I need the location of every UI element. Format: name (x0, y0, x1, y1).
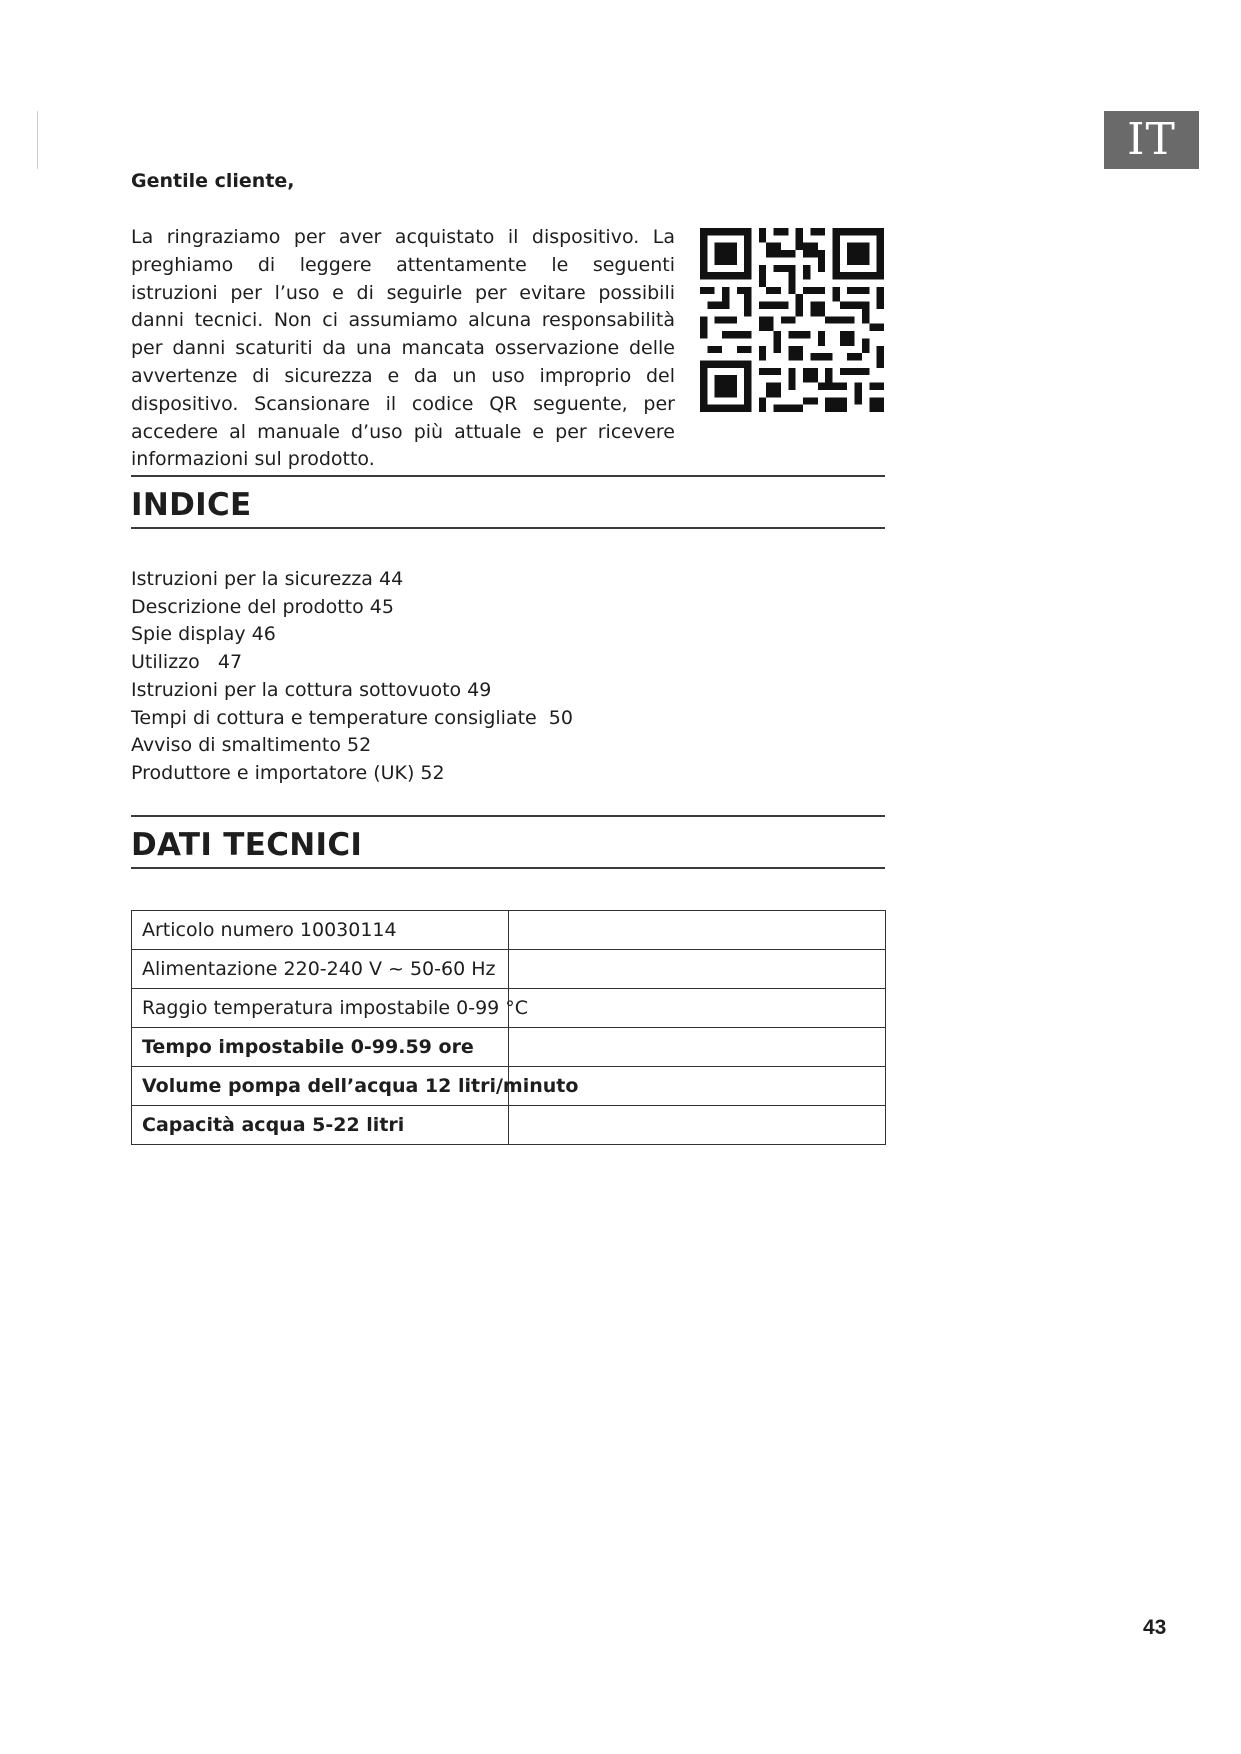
spec-label: Raggio temperatura impostabile 0-99 °C (132, 989, 509, 1028)
spec-label: Capacità acqua 5-22 litri (132, 1106, 509, 1145)
spec-value (509, 950, 886, 989)
toc-item[interactable]: Utilizzo 47 (131, 651, 243, 674)
spec-value (509, 989, 886, 1028)
greeting: Gentile cliente, (131, 170, 295, 192)
spec-label: Articolo numero 10030114 (132, 911, 509, 950)
toc-item[interactable]: Istruzioni per la cottura sottovuoto 49 (131, 678, 492, 701)
divider-top-index (131, 475, 885, 477)
specs-table (131, 910, 886, 1145)
spec-label: Alimentazione 220-240 V ~ 50-60 Hz (132, 950, 509, 989)
toc-item[interactable]: Descrizione del prodotto 45 (131, 595, 394, 618)
language-tab: IT (1104, 111, 1199, 169)
qr-code-icon[interactable] (700, 228, 884, 412)
spec-label: Tempo impostabile 0-99.59 ore (132, 1028, 509, 1067)
toc-item[interactable]: Avviso di smaltimento 52 (131, 734, 372, 757)
table-of-contents (131, 566, 573, 788)
divider-bottom-index (131, 527, 885, 529)
table-row (132, 1067, 886, 1106)
table-row (132, 950, 886, 989)
spec-value (509, 1028, 886, 1067)
toc-item[interactable]: Istruzioni per la sicurezza 44 (131, 568, 404, 590)
specs-title: DATI TECNICI (131, 827, 363, 863)
toc-item[interactable]: Spie display 46 (131, 623, 276, 646)
table-row (132, 989, 886, 1028)
margin-rule (37, 111, 38, 169)
toc-item[interactable]: Produttore e importatore (UK) 52 (131, 761, 445, 784)
table-row (132, 911, 886, 950)
spec-label: Volume pompa dell’acqua 12 litri/minuto (132, 1067, 509, 1106)
table-row (132, 1106, 886, 1145)
toc-item[interactable]: Tempi di cottura e temperature consigliate 50 (131, 706, 573, 729)
spec-value (509, 1106, 886, 1145)
intro-paragraph: La ringraziamo per aver acquistato il dispositivo. La preghiamo di leggere attentamente le seguenti istruzioni per l’uso e di seguirle per evitare possibili danni tecnici. Non ci assumiamo alcuna responsabilità per danni scaturiti da una mancata osservazione delle avvertenze di sicurezza e da un uso improprio del dispositivo. Scansionare il codice QR seguente, per accedere al manuale d’uso più attuale e per ricevere informazioni sul prodotto. (131, 226, 675, 471)
divider-bottom-specs (131, 867, 885, 869)
spec-value (509, 911, 886, 950)
table-row (132, 1028, 886, 1067)
page-number: 43 (1143, 1616, 1167, 1639)
index-title: INDICE (131, 487, 252, 523)
divider-top-specs (131, 815, 885, 817)
